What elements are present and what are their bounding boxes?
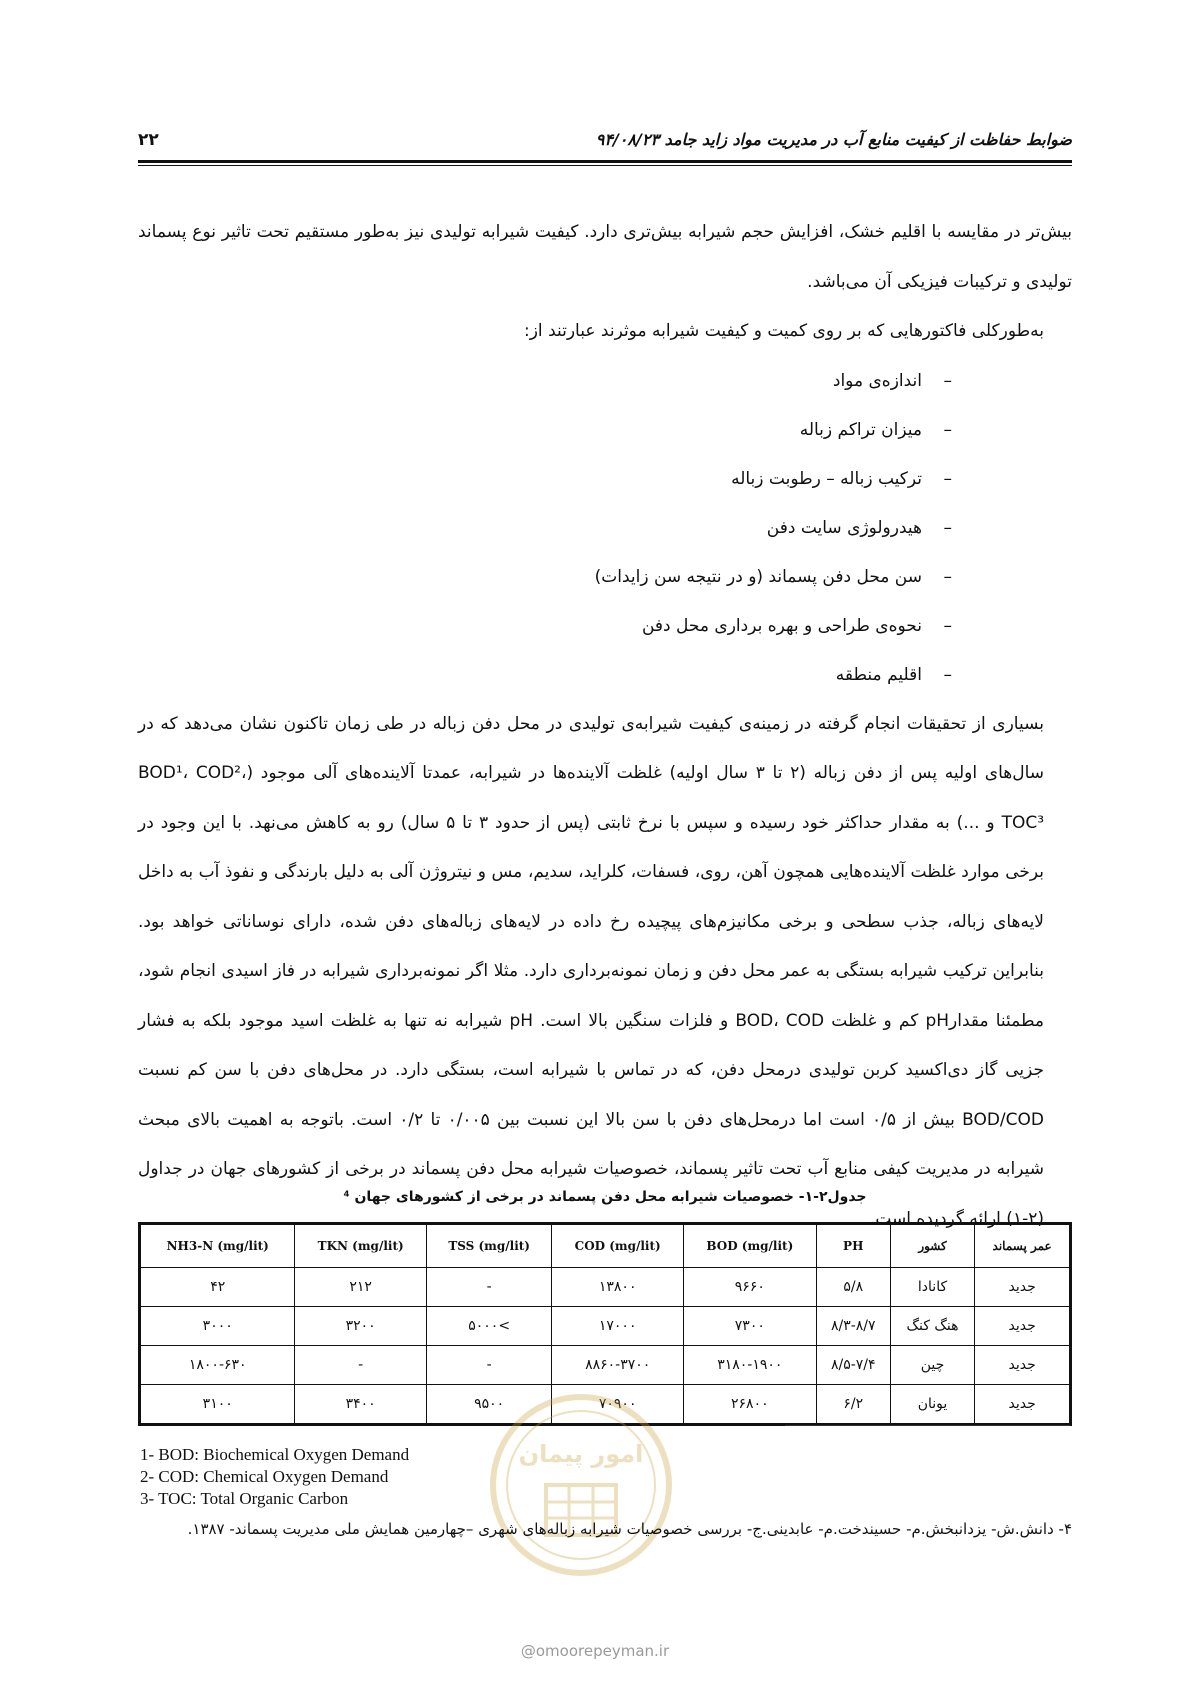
footnote-1: 1- BOD: Biochemical Oxygen Demand [140,1445,410,1464]
table-row [140,1307,1071,1346]
column-header: NH3-N (mg/lit) [140,1224,295,1268]
table-cell: ۳۱۰۰ [140,1385,295,1425]
column-header: COD (mg/lit) [552,1224,684,1268]
table-cell: یونان [890,1385,974,1425]
main-text [138,208,1072,1244]
page-header [138,120,1072,160]
table-cell: هنگ کنگ [890,1307,974,1346]
table-cell: ۱۸۰۰-۶۳۰ [140,1346,295,1385]
site-watermark: @omoorepeyman.ir [520,1642,670,1660]
table-cell: ۳۴۰۰ [295,1385,426,1425]
table-cell: >۵۰۰۰ [426,1307,551,1346]
table-cell: - [295,1346,426,1385]
table-cell: ۱۳۸۰۰ [552,1268,684,1307]
table-cell: جدید [975,1346,1071,1385]
footnote-3: 3- TOC: Total Organic Carbon [140,1489,349,1508]
running-title: ضوابط حفاظت از کیفیت منابع آب در مدیریت مواد زاید جامد ۹۴/۰۸/۲۳ [595,130,1072,149]
list-item: –هیدرولوژی سایت دفن [766,517,952,538]
table-cell: ۷۰۹۰۰ [552,1385,684,1425]
list-item: –سن محل دفن پسماند (و در نتیجه سن زایدات) [594,566,952,587]
factor-list [138,357,1072,700]
footnote-4: ۴- دانش.ش- یزدانبخش.م- حسیندخت.م- عابدینی.ج- بررسی خصوصیات شیرابه زباله‌های شهری –چهارمین همایش ملی مدیریت پسماند- ۱۳۸۷. [187,1520,1072,1538]
list-item: –میزان تراکم زباله [799,419,952,440]
paragraph-1: بیش‌تر در مقایسه با اقلیم خشک، افزایش حجم شیرابه بیش‌تری دارد. کیفیت شیرابه تولیدی نیز به‌طور مستقیم تحت تاثیر نوع پسماند تولیدی و ترکیبات فیزیکی آن می‌باشد. [138,222,1072,292]
page-number: ۲۲ [138,130,159,150]
header-rule-thin [138,165,1072,166]
list-item: –اقلیم منطقه [835,664,952,685]
column-header: TKN (mg/lit) [295,1224,426,1268]
column-header: کشور [890,1224,974,1268]
table-cell: ۵/۸ [816,1268,890,1307]
table-caption: جدول۲-۱- خصوصیات شیرابه محل دفن پسماند در برخی از کشورهای جهان ⁴ [343,1189,867,1205]
list-item: –اندازه‌ی مواد [832,370,952,391]
column-header: TSS (mg/lit) [426,1224,551,1268]
table-cell: ۱۷۰۰۰ [552,1307,684,1346]
table-cell: ۹۶۶۰ [683,1268,816,1307]
table-cell: ۳۱۸۰-۱۹۰۰ [683,1346,816,1385]
header-rule-thick [138,160,1072,163]
table-row [140,1268,1071,1307]
table-cell: چین [890,1346,974,1385]
table-cell: ۹۵۰۰ [426,1385,551,1425]
paragraph-2: به‌طورکلی فاکتورهایی که بر روی کمیت و کیفیت شیرابه موثرند عبارتند از: [524,321,1044,341]
paragraph-3: بسیاری از تحقیقات انجام گرفته در زمینه‌ی کیفیت شیرابه‌ی تولیدی در محل دفن زباله در طی زمان تاکنون نشان می‌دهد که در سال‌های اولیه پس از دفن زباله (۲ تا ۳ سال اولیه) غلظت آلاینده‌ها در شیرابه، عمدتا آلاینده‌های آلی موجود (BOD¹، COD²، TOC³ و ...) به مقدار حداکثر خود رسیده و سپس با نرخ ثابتی (پس از حدود ۳ تا ۵ سال) رو به کاهش می‌نهد. با این وجود در برخی موارد غلظت آلاینده‌هایی همچون آهن، روی، فسفات، کلراید، سدیم، مس و نیتروژن آلی به دلیل بارندگی و نفوذ آب به داخل لایه‌های زباله، جذب سطحی و برخی مکانیزم‌های پیچیده رخ داده در لایه‌های زباله‌های دفن شده، دارای نوساناتی خواهد بود. بنابراین ترکیب شیرابه بستگی به عمر محل دفن و زمان نمونه‌برداری دارد. مثلا اگر نمونه‌برداری شیرابه در فاز اسیدی انجام شود، مطمئنا مقدارpH کم و غلظت BOD، COD و فلزات سنگین بالا است. pH شیرابه نه تنها به غلظت اسید موجود بلکه به فشار جزیی گاز دی‌اکسید کربن تولیدی درمحل دفن، که در تماس با شیرابه است، بستگی دارد. در محل‌های دفن با سن کم نسبت BOD/COD بیش از ۰/۵ است اما درمحل‌های دفن با سن بالا این نسبت بین ۰/۰۰۵ تا ۰/۲ است. باتوجه به اهمیت بالای مبحث شیرابه در مدیریت کیفی منابع آب تحت تاثیر پسماند، خصوصیات شیرابه محل دفن پسماند در برخی از کشورهای جهان در جداول (۲-۱) ارائه گردیده است. [138,713,1045,1229]
table-row [140,1346,1071,1385]
footnotes [140,1444,1072,1540]
table-cell: ۷۳۰۰ [683,1307,816,1346]
table-cell: ۴۲ [140,1268,295,1307]
list-item: –ترکیب زباله – رطوبت زباله [731,468,952,489]
table-cell: ۲۱۲ [295,1268,426,1307]
footnote-2: 2- COD: Chemical Oxygen Demand [140,1467,389,1486]
table-cell: ۸/۵-۷/۴ [816,1346,890,1385]
list-item: –نحوه‌ی طراحی و بهره برداری محل دفن [641,615,952,636]
column-header: BOD (mg/lit) [683,1224,816,1268]
table-cell: جدید [975,1307,1071,1346]
table-cell: ۸/۳-۸/۷ [816,1307,890,1346]
table-cell: - [426,1346,551,1385]
table-cell: جدید [975,1385,1071,1425]
table-cell: ۸۸۶۰-۳۷۰۰ [552,1346,684,1385]
table-cell: ۲۶۸۰۰ [683,1385,816,1425]
table-cell: ۳۲۰۰ [295,1307,426,1346]
table-cell: کانادا [890,1268,974,1307]
footnote-rule [785,1425,1070,1426]
svg-text:امور پیمان: امور پیمان [518,1440,644,1468]
table-cell: - [426,1268,551,1307]
table-cell: جدید [975,1268,1071,1307]
column-header: PH [816,1224,890,1268]
column-header: عمر پسماند [975,1224,1071,1268]
table-cell: ۶/۲ [816,1385,890,1425]
table-header-row [140,1224,1071,1268]
table-cell: ۳۰۰۰ [140,1307,295,1346]
